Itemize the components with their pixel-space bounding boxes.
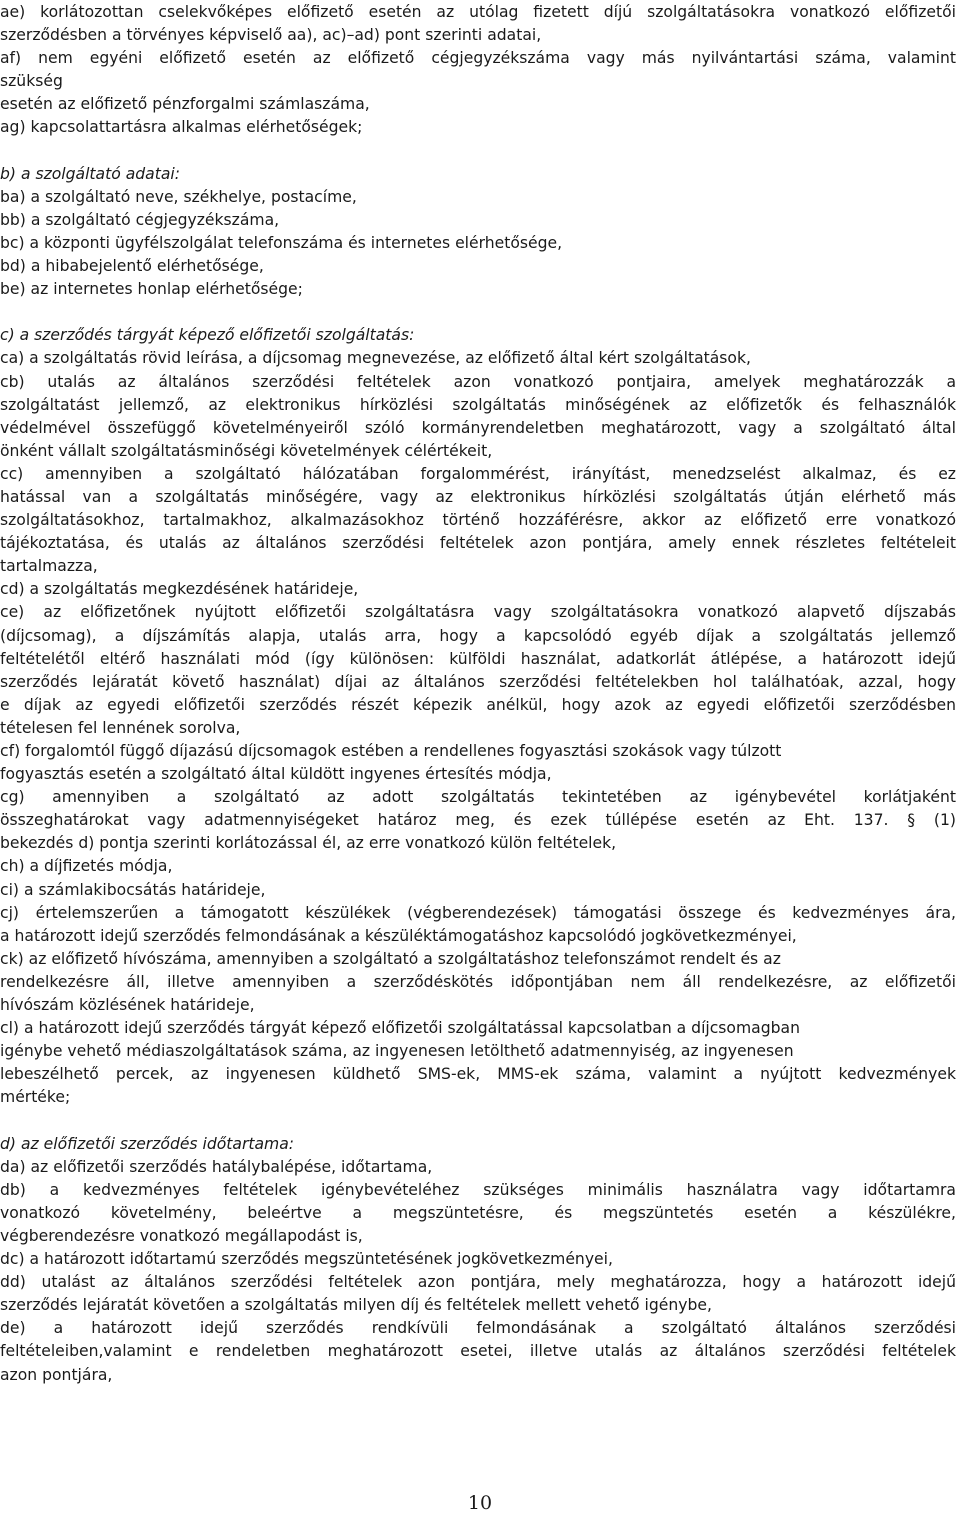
text-line: (díjcsomag), a díjszámítás alapja, utalás arra, hogy a kapcsolódó egyéb díjak a szolgáltatás jellemző: [0, 626, 956, 645]
text-line: szükség: [0, 72, 63, 91]
text-line: e díjak az egyedi előfizetői szerződés részét képezik anélkül, hogy azok az egyedi előfizetői szerződésben: [0, 695, 956, 714]
paragraph-gap: [0, 1110, 956, 1133]
text-line: szerződés lejáratát követő használat) díjai az általános szerződési feltételekben hol találhatóak, azzal, hogy: [0, 672, 956, 691]
text-line: önként vállalt szolgáltatásminőségi követelmények célértékeit,: [0, 441, 493, 460]
text-line: cd) a szolgáltatás megkezdésének határideje,: [0, 580, 359, 599]
text-line: cb) utalás az általános szerződési feltételek azon vonatkozó pontjaira, amelyek meghatározzák a: [0, 372, 956, 391]
text-line: hatással van a szolgáltatás minőségére, vagy az elektronikus hírközlési szolgáltatás útján elérhető más: [0, 487, 956, 506]
text-line: bb) a szolgáltató cégjegyzékszáma,: [0, 210, 280, 229]
text-line: végberendezésre vonatkozó megállapodást is,: [0, 1226, 363, 1245]
text-line: db) a kedvezményes feltételek igénybevételéhez szükséges minimális használatra vagy időtartamra: [0, 1180, 956, 1199]
text-line: dd) utalást az általános szerződési feltételek azon pontjára, mely meghatározza, hogy a határozott idejű: [0, 1273, 956, 1292]
text-line: af) nem egyéni előfizető esetén az előfizető cégjegyzékszáma vagy más nyilvántartási száma, valamint: [0, 49, 956, 68]
text-line: dc) a határozott időtartamú szerződés megszüntetésének jogkövetkezményei,: [0, 1250, 613, 1269]
text-line: tételesen fel lennének sorolva,: [0, 718, 241, 737]
text-line: rendelkezésre áll, illetve amennyiben a szerződéskötés időpontjában nem áll rendelkezésre, az előfizetői: [0, 972, 956, 991]
text-line: feltételétől eltérő használati mód (így különösen: külföldi használat, adatkorlát átlépése, a határozott idejű: [0, 649, 956, 668]
text-line: cj) értelemszerűen a támogatott készülékek (végberendezések) támogatási összege és kedvezményes ára,: [0, 903, 956, 922]
text-line: feltételeiben,valamint e rendeletben meghatározott esetei, illetve utalás az általános szerződési feltételek: [0, 1342, 956, 1361]
text-line: ag) kapcsolattartásra alkalmas elérhetőségek;: [0, 118, 363, 137]
text-line: bd) a hibabejelentő elérhetősége,: [0, 257, 264, 276]
paragraph-gap: [0, 140, 956, 163]
section-heading: c) a szerződés tárgyát képező előfizetői szolgáltatás:: [0, 326, 415, 345]
text-line: igénybe vehető médiaszolgáltatások száma, az ingyenesen letölthető adatmennyiség, az ingyenesen: [0, 1042, 794, 1061]
text-line: védelmével összefüggő követelményeiről szóló kormányrendeletben meghatározott, vagy a szolgáltató által: [0, 418, 956, 437]
text-line: ae) korlátozottan cselekvőképes előfizető esetén az utólag fizetett díjú szolgáltatásokra vonatkozó előfizetői: [0, 3, 956, 21]
text-line: a határozott idejű szerződés felmondásának a készüléktámogatáshoz kapcsolódó jogkövetkezményei,: [0, 926, 797, 945]
text-line: be) az internetes honlap elérhetősége;: [0, 280, 303, 299]
text-line: ch) a díjfizetés módja,: [0, 857, 173, 876]
paragraph-gap: [0, 301, 956, 324]
text-line: mértéke;: [0, 1088, 71, 1107]
text-line: cf) forgalomtól függő díjazású díjcsomagok estében a rendellenes fogyasztási szokások vagy túlzott: [0, 742, 782, 760]
text-line: szolgáltatásokhoz, tartalmakhoz, alkalmazásokhoz történő hozzáférésre, akkor az előfizető erre vonatkozó: [0, 511, 956, 530]
text-line: da) az előfizetői szerződés hatálybalépése, időtartama,: [0, 1157, 433, 1176]
text-line: szolgáltatást jellemző, az elektronikus hírközlési szolgáltatás minőségének az előfizetők és felhasználók: [0, 395, 956, 414]
text-line: fogyasztás esetén a szolgáltató által küldött ingyenes értesítés módja,: [0, 765, 552, 784]
text-line: cg) amennyiben a szolgáltató az adott szolgáltatás tekintetében az igénybevétel korlátjaként: [0, 788, 956, 807]
text-line: tájékoztatása, és utalás az általános szerződési feltételek azon pontjára, amely ennek részletes feltételeit: [0, 534, 956, 553]
text-line: ce) az előfizetőnek nyújtott előfizetői szolgáltatásra vagy szolgáltatásokra vonatkozó alapvető díjszabás: [0, 603, 956, 622]
section-heading: b) a szolgáltató adatai:: [0, 164, 180, 183]
text-line: bc) a központi ügyfélszolgálat telefonszáma és internetes elérhetősége,: [0, 233, 563, 252]
text-line: ci) a számlakibocsátás határideje,: [0, 880, 266, 899]
document-body: [0, 1, 956, 1387]
text-line: tartalmazza,: [0, 557, 98, 576]
text-line: összeghatárokat vagy adatmennyiségeket határoz meg, és ezek túllépése esetén az Eht. 137. § (1): [0, 811, 956, 830]
text-line: vonatkozó követelmény, beleértve a megszüntetésre, és megszüntetés esetén a készülékre,: [0, 1203, 956, 1222]
text-line: cl) a határozott idejű szerződés tárgyát képező előfizetői szolgáltatással kapcsolatban a díjcsomagban: [0, 1019, 800, 1038]
text-line: azon pontjára,: [0, 1365, 113, 1384]
text-line: de) a határozott idejű szerződés rendkívüli felmondásának a szolgáltató általános szerződési: [0, 1319, 956, 1338]
text-line: lebeszélhető percek, az ingyenesen küldhető SMS-ek, MMS-ek száma, valamint a nyújtott kedvezmények: [0, 1065, 956, 1084]
text-line: cc) amennyiben a szolgáltató hálózatában forgalommérést, irányítást, menedzselést alkalmaz, és ez: [0, 464, 956, 483]
text-line: ca) a szolgáltatás rövid leírása, a díjcsomag megnevezése, az előfizető által kért szolgáltatások,: [0, 349, 751, 368]
text-line: ba) a szolgáltató neve, székhelye, postacíme,: [0, 187, 357, 206]
text-line: szerződésben a törvényes képviselő aa), ac)–ad) pont szerinti adatai,: [0, 26, 542, 45]
page-number: 10: [467, 1492, 493, 1514]
text-line: esetén az előfizető pénzforgalmi számlaszáma,: [0, 95, 370, 114]
text-line: ck) az előfizető hívószáma, amennyiben a szolgáltató a szolgáltatáshoz telefonszámot rendelt és az: [0, 949, 781, 968]
text-line: szerződés lejáratát követően a szolgáltatás milyen díj és feltételek mellett vehető igénybe,: [0, 1296, 712, 1315]
text-line: bekezdés d) pontja szerinti korlátozással él, az erre vonatkozó külön feltételek,: [0, 834, 617, 853]
text-line: hívószám közlésének határideje,: [0, 996, 255, 1015]
section-heading: d) az előfizetői szerződés időtartama:: [0, 1134, 295, 1153]
